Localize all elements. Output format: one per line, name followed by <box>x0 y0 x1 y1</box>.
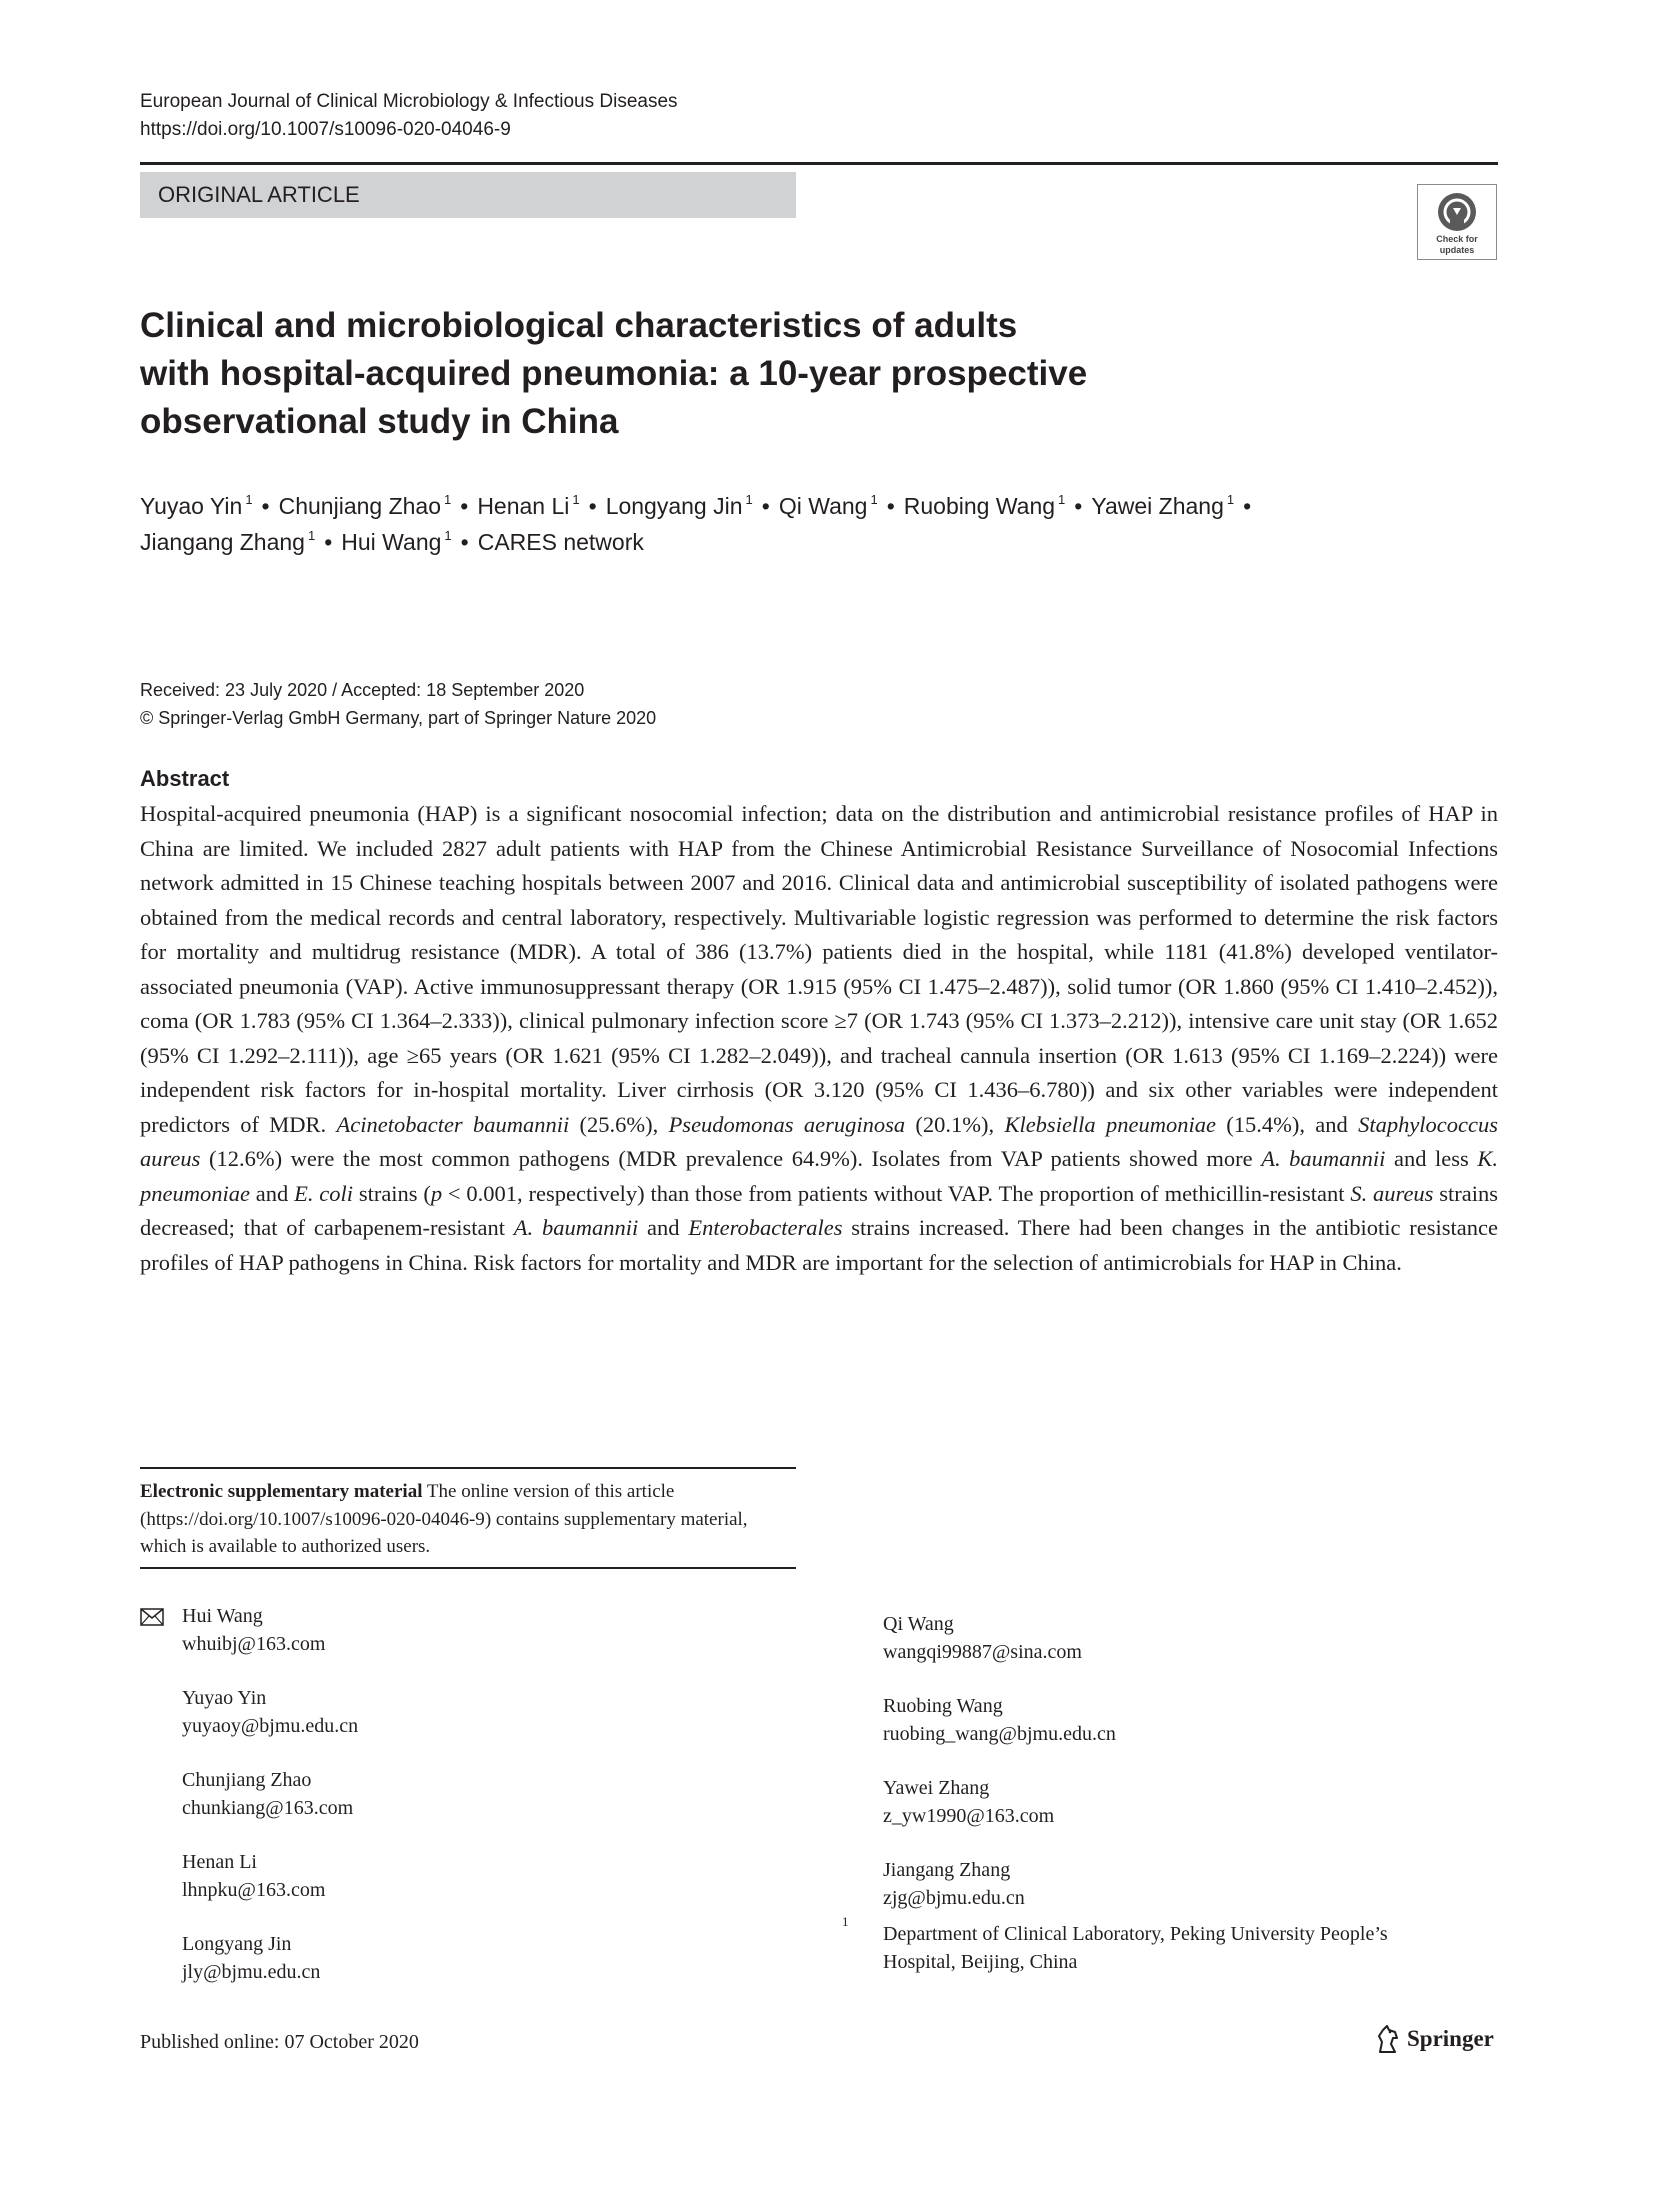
copyright-notice: © Springer-Verlag GmbH Germany, part of Springer Nature 2020 <box>140 708 657 728</box>
springer-wordmark: Springer <box>1407 2026 1494 2051</box>
contact-email[interactable]: jly@bjmu.edu.cn <box>182 1961 321 1983</box>
author-separator: • <box>460 529 469 555</box>
title-line-2: with hospital-acquired pneumonia: a 10-year prospective <box>140 354 1088 393</box>
contact-entry <box>883 1774 1116 1830</box>
contact-entry <box>883 1692 1116 1748</box>
springer-logo[interactable] <box>1375 2022 1494 2056</box>
contact-email[interactable]: chunkiang@163.com <box>182 1797 354 1819</box>
supplementary-rule-top <box>140 1467 796 1469</box>
check-for-updates-icon <box>1436 191 1478 233</box>
envelope-icon <box>140 1608 164 1626</box>
title-line-3: observational study in China <box>140 402 619 441</box>
contacts-column-right <box>883 1610 1116 1938</box>
article-title <box>140 302 1340 446</box>
article-dates <box>140 676 656 732</box>
abstract-body: Hospital-acquired pneumonia (HAP) is a significant nosocomial infection; data on the distribution and antimicrobial resistance profiles of HAP in China are limited. We included 2827 adult patients with HAP from the Chinese Antimicrobial Resistance Surveillance of Nosocomial Infections network admitted in 15 Chinese teaching hospitals between 2007 and 2016. Clinical data and antimicrobial susceptibility of isolated pathogens were obtained from the medical records and central laboratory, respectively. Multivariable logistic regression was performed to determine the risk factors for mortality and multidrug resistance (MDR). A total of 386 (13.7%) patients died in the hospital, while 1181 (41.8%) developed ventilator-associated pneumonia (VAP). Active immunosuppressant therapy (OR 1.915 (95% CI 1.475–2.487)), solid tumor (OR 1.860 (95% CI 1.410–2.452)), coma (OR 1.783 (95% CI 1.364–2.333)), clinical pulmonary infection score ≥7 (OR 1.743 (95% CI 1.373–2.212)), intensive care unit stay (OR 1.652 (95% CI 1.292–2.111)), age ≥65 years (OR 1.621 (95% CI 1.282–2.049)), and tracheal cannula insertion (OR 1.613 (95% CI 1.169–2.224)) were independent risk factors for in-hospital mortality. Liver cirrhosis (OR 3.120 (95% CI 1.436–6.780)) and six other variables were independent predictors of MDR. Acinetobacter baumannii (25.6%), Pseudomonas aeruginosa (20.1%), Klebsiella pneumoniae (15.4%), and Staphylococcus aureus (12.6%) were the most common pathogens (MDR prevalence 64.9%). Isolates from VAP patients showed more A. baumannii and less K. pneumoniae and E. coli strains (p < 0.001, respectively) than those from patients without VAP. The proportion of methicillin-resistant S. aureus strains decreased; that of carbapenem-resistant A. baumannii and Enterobacterales strains increased. There had been changes in the antibiotic resistance profiles of HAP pathogens in China. Risk factors for mortality and MDR are important for the selection of antimicrobials for HAP in China. <box>140 801 1499 1275</box>
header-rule <box>140 162 1498 165</box>
author-name[interactable]: Hui Wang $^1$ <box>341 528 452 555</box>
contact-name: Yawei Zhang <box>883 1777 990 1799</box>
contacts-column-left <box>182 1602 358 2012</box>
affiliation <box>883 1920 1503 1976</box>
contact-name: Chunjiang Zhao <box>182 1769 312 1791</box>
contact-name: Henan Li <box>182 1851 257 1873</box>
author-separator: • <box>1074 493 1083 519</box>
supplementary-material-note: Electronic supplementary material The online version of this article (https://doi.org/10.1007/s10096-020-04046-9) contains supplementary material, which is available to authorized users. <box>140 1481 748 1557</box>
author-name[interactable]: Yawei Zhang $^1$ <box>1091 492 1235 519</box>
contact-email[interactable]: ruobing_wang@bjmu.edu.cn <box>883 1723 1116 1745</box>
author-separator: • <box>261 493 270 519</box>
springer-horse-icon <box>1375 2024 1401 2054</box>
supplementary-label: Electronic supplementary material <box>140 1481 423 1502</box>
author-separator: • <box>761 493 770 519</box>
article-type-label: ORIGINAL ARTICLE <box>140 172 796 218</box>
affiliation-line-2: Hospital, Beijing, China <box>883 1951 1078 1973</box>
affiliation-number: 1 <box>842 1914 849 1929</box>
supplementary-rule-bottom <box>140 1567 796 1569</box>
author-name[interactable]: Chunjiang Zhao $^1$ <box>278 492 452 519</box>
check-for-updates-line2: updates <box>1439 245 1475 255</box>
author-separator: • <box>886 493 895 519</box>
author-separator: • <box>588 493 597 519</box>
received-accepted-dates: Received: 23 July 2020 / Accepted: 18 September 2020 <box>140 680 585 700</box>
title-line-1: Clinical and microbiological characteristics of adults <box>140 306 1018 345</box>
author-name[interactable]: Henan Li $^1$ <box>477 492 580 519</box>
author-separator: • <box>1243 493 1252 519</box>
contact-entry <box>182 1848 358 1904</box>
author-name[interactable]: Qi Wang $^1$ <box>778 492 878 519</box>
contact-email[interactable]: wangqi99887@sina.com <box>883 1641 1082 1663</box>
contact-email[interactable]: whuibj@163.com <box>182 1633 326 1655</box>
contact-entry <box>182 1602 358 1658</box>
contact-name: Longyang Jin <box>182 1933 292 1955</box>
author-list <box>140 488 1440 560</box>
contact-name: Yuyao Yin <box>182 1687 267 1709</box>
contact-name: Qi Wang <box>883 1613 954 1635</box>
contact-entry <box>182 1684 358 1740</box>
contact-email[interactable]: lhnpku@163.com <box>182 1879 326 1901</box>
journal-name: European Journal of Clinical Microbiology & Infectious Diseases <box>140 91 678 112</box>
contact-name: Jiangang Zhang <box>883 1859 1011 1881</box>
supplementary-doi-link[interactable]: https://doi.org/10.1007/s10096-020-04046-9 <box>146 1508 485 1530</box>
contact-name: Ruobing Wang <box>883 1695 1003 1717</box>
author-name[interactable]: Longyang Jin $^1$ <box>605 492 753 519</box>
contact-email[interactable]: yuyaoy@bjmu.edu.cn <box>182 1715 359 1737</box>
contact-name: Hui Wang <box>182 1605 263 1627</box>
author-separator: • <box>460 493 469 519</box>
check-for-updates-badge[interactable] <box>1417 184 1497 260</box>
check-for-updates-line1: Check for <box>1436 234 1478 244</box>
contact-entry <box>182 1930 358 1986</box>
author-separator: • <box>324 529 333 555</box>
author-name[interactable]: Yuyao Yin $^1$ <box>140 492 253 519</box>
author-name[interactable]: Jiangang Zhang $^1$ <box>140 528 316 555</box>
contact-entry <box>883 1610 1116 1666</box>
contact-entry <box>883 1856 1116 1912</box>
contact-email[interactable]: z_yw1990@163.com <box>883 1805 1055 1827</box>
journal-header <box>140 88 678 144</box>
contact-entry <box>182 1766 358 1822</box>
contact-email[interactable]: zjg@bjmu.edu.cn <box>883 1887 1025 1909</box>
author-name[interactable]: CARES network <box>477 529 644 555</box>
published-online-date: Published online: 07 October 2020 <box>140 2031 419 2053</box>
affiliation-line-1: Department of Clinical Laboratory, Peking University People’s <box>883 1923 1388 1945</box>
author-name[interactable]: Ruobing Wang $^1$ <box>903 492 1066 519</box>
abstract-heading: Abstract <box>140 766 230 791</box>
journal-doi-link[interactable]: https://doi.org/10.1007/s10096-020-04046-9 <box>140 119 511 140</box>
